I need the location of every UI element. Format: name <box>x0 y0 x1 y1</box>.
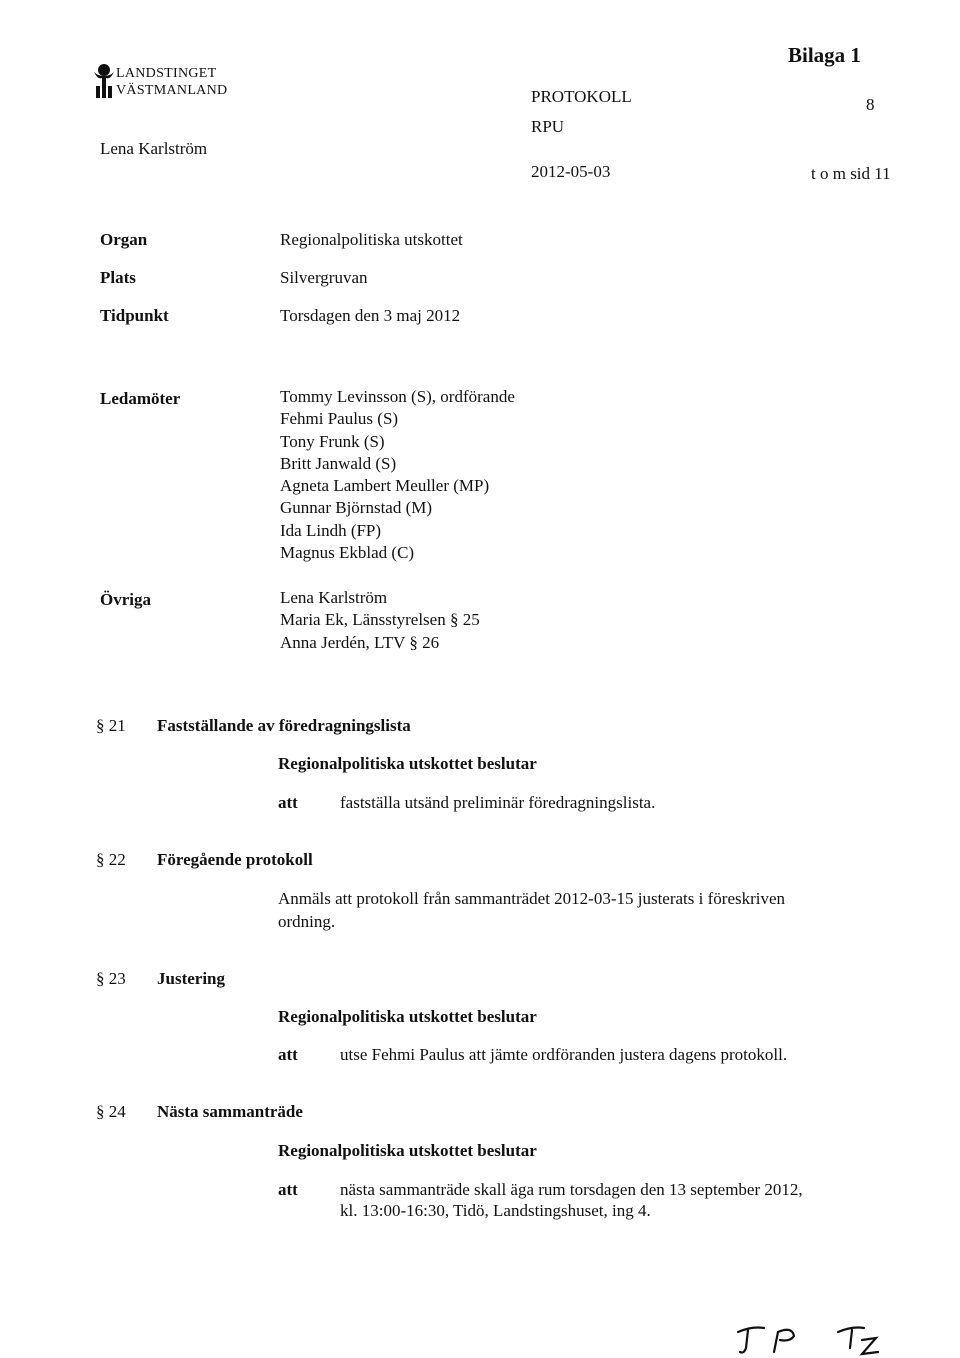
member-item: Tommy Levinsson (S), ordförande <box>280 387 515 406</box>
decision-heading-24: Regionalpolitiska utskottet beslutar <box>278 1141 537 1160</box>
section-number-21: § 21 <box>96 716 126 735</box>
others-list <box>280 587 480 654</box>
member-item: Magnus Ekblad (C) <box>280 543 415 563</box>
section-number-22: § 22 <box>96 850 126 869</box>
other-attendee-item: Maria Ek, Länsstyrelsen § 25 <box>280 610 480 630</box>
member-item: Gunnar Björnstad (M) <box>280 498 433 518</box>
member-item: Ida Lindh (FP) <box>280 520 382 540</box>
appendix-label: Bilaga 1 <box>788 43 861 67</box>
document-type: PROTOKOLL <box>531 87 632 106</box>
author-name: Lena Karlström <box>100 139 208 158</box>
member-item: Agneta Lambert Meuller (MP) <box>280 476 490 496</box>
meta-label-tidpunkt: Tidpunkt <box>100 306 169 325</box>
meta-value-tidpunkt: Torsdagen den 3 maj 2012 <box>280 306 461 325</box>
member-item: Tony Frunk (S) <box>280 431 385 451</box>
logo-line-2: VÄSTMANLAND <box>116 83 228 98</box>
section-title-21: Fastställande av föredragningslista <box>157 716 411 735</box>
section-number-24: § 24 <box>96 1102 126 1121</box>
att-label-23: att <box>278 1045 298 1064</box>
other-attendee-item: Anna Jerdén, LTV § 26 <box>280 632 440 652</box>
decision-text-24-line1: nästa sammanträde skall äga rum torsdagen den 13 september 2012, <box>340 1180 803 1199</box>
decision-heading-23: Regionalpolitiska utskottet beslutar <box>278 1007 537 1026</box>
logo-emblem-icon <box>92 62 116 102</box>
meta-value-organ: Regionalpolitiska utskottet <box>280 230 463 249</box>
section-text-22-line2: ordning. <box>278 912 336 931</box>
section-title-23: Justering <box>157 969 225 988</box>
members-list <box>280 386 515 564</box>
protocol-date: 2012-05-03 <box>531 162 611 181</box>
section-title-24: Nästa sammanträde <box>157 1102 303 1121</box>
section-text-22-line1: Anmäls att protokoll från sammanträdet 2012-03-15 justerats i föreskriven <box>278 889 786 908</box>
member-item: Britt Janwald (S) <box>280 453 397 473</box>
decision-text-24-line2: kl. 13:00-16:30, Tidö, Landstingshuset, ing 4. <box>340 1201 651 1220</box>
handwritten-initials <box>730 1318 890 1358</box>
page-range: t o m sid 11 <box>811 164 891 183</box>
decision-heading-21: Regionalpolitiska utskottet beslutar <box>278 754 537 773</box>
section-number-23: § 23 <box>96 969 126 988</box>
other-attendee-item: Lena Karlström <box>280 588 388 607</box>
meta-value-plats: Silvergruvan <box>280 268 368 287</box>
member-item: Fehmi Paulus (S) <box>280 409 399 429</box>
members-label: Ledamöter <box>100 389 181 408</box>
meta-label-organ: Organ <box>100 230 148 249</box>
decision-text-21: fastställa utsänd preliminär föredragningslista. <box>340 793 656 812</box>
others-label: Övriga <box>100 590 151 609</box>
section-title-22: Föregående protokoll <box>157 850 313 869</box>
committee-abbreviation: RPU <box>531 117 565 136</box>
decision-text-23: utse Fehmi Paulus att jämte ordföranden justera dagens protokoll. <box>340 1045 788 1064</box>
page-number: 8 <box>866 95 875 114</box>
att-label-21: att <box>278 793 298 812</box>
logo-line-1: LANDSTINGET <box>116 66 217 81</box>
att-label-24: att <box>278 1180 298 1199</box>
meta-label-plats: Plats <box>100 268 136 287</box>
